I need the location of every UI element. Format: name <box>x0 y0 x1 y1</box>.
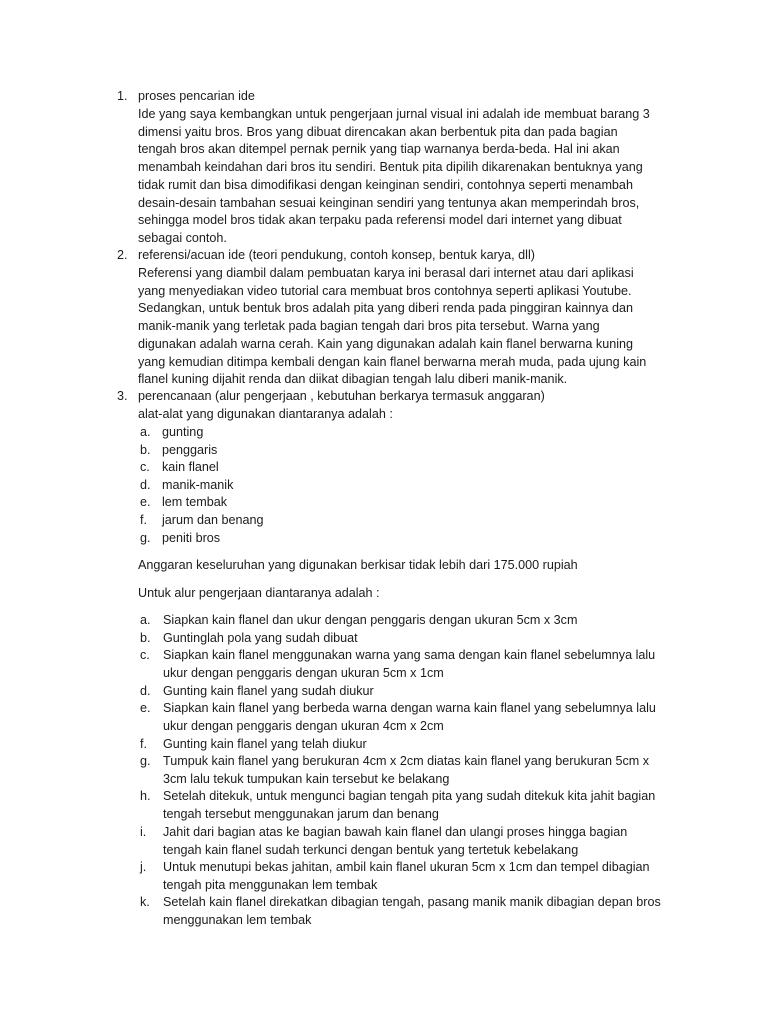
paragraph-line: yang menyediakan video tutorial cara membuat bros contohnya seperti aplikasi Youtube. <box>138 283 632 298</box>
tool-item: kain flanel <box>162 460 219 474</box>
paragraph-line: tidak rumit dan bisa dimodifikasi dengan keinginan sendiri, contohnya seperti menambah <box>138 177 633 192</box>
tool-item: penggaris <box>162 443 218 457</box>
step-line: Siapkan kain flanel yang berbeda warna dengan warna kain flanel yang sebelumnya lalu <box>163 701 656 715</box>
section-1-title: proses pencarian ide <box>138 89 255 103</box>
step-item <box>163 683 374 701</box>
tool-item: peniti bros <box>162 531 221 545</box>
step-item <box>163 647 655 682</box>
step-line: menggunakan lem tembak <box>163 912 312 927</box>
step-letter: i. <box>140 825 147 839</box>
tool-letter: b. <box>140 443 151 457</box>
step-item <box>163 700 656 735</box>
section-3-number: 3. <box>117 389 128 403</box>
step-letter: c. <box>140 648 150 662</box>
step-line: Tumpuk kain flanel yang berukuran 4cm x 2cm diatas kain flanel yang berukuran 5cm x <box>163 754 650 768</box>
paragraph-line: Sedangkan, untuk bentuk bros adalah pita yang diberi renda pada pinggiran kainnya dan <box>138 301 634 316</box>
paragraph-line: menambah keindahan dari bros itu sendiri. Bentuk pita dipilih dikarenakan bentuknya yang <box>138 160 643 175</box>
step-item <box>163 824 627 859</box>
tool-letter: g. <box>140 531 151 545</box>
section-2-title: referensi/acuan ide (teori pendukung, contoh konsep, bentuk karya, dll) <box>138 248 535 262</box>
step-item <box>163 612 577 630</box>
step-line: tengah pita menggunakan lem tembak <box>163 877 378 892</box>
step-letter: e. <box>140 701 151 715</box>
step-letter: b. <box>140 631 151 645</box>
step-item <box>163 753 649 788</box>
step-letter: d. <box>140 684 151 698</box>
paragraph-line: Referensi yang diambil dalam pembuatan karya ini berasal dari internet atau dari aplikasi <box>138 266 634 280</box>
tool-letter: d. <box>140 478 151 492</box>
tool-item: jarum dan benang <box>162 513 264 527</box>
paragraph-line: tengah bros akan ditempel pernak pernik yang tiap warnanya berda-beda. Hal ini akan <box>138 142 620 157</box>
step-line: Gunting kain flanel yang telah diukur <box>163 737 367 751</box>
step-line: Guntinglah pola yang sudah dibuat <box>163 631 358 645</box>
tools-intro: alat-alat yang digunakan diantaranya adalah : <box>138 407 393 421</box>
step-line: Jahit dari bagian atas ke bagian bawah kain flanel dan ulangi proses hingga bagian <box>163 825 628 839</box>
step-line: Siapkan kain flanel menggunakan warna yang sama dengan kain flanel sebelumnya lalu <box>163 648 656 662</box>
step-letter: k. <box>140 895 150 909</box>
section-1-paragraph <box>138 106 678 248</box>
tool-item: manik-manik <box>162 478 234 492</box>
tool-letter: f. <box>140 513 147 527</box>
tool-letter: c. <box>140 460 150 474</box>
paragraph-line: desain-desain tambahan sesuai keinginan sendiri yang tentunya akan memperindah bros, <box>138 195 640 210</box>
step-line: Setelah ditekuk, untuk mengunci bagian tengah pita yang sudah ditekuk kita jahit bagian <box>163 789 656 803</box>
paragraph-line: digunakan adalah warna cerah. Kain yang digunakan adalah kain flanel berwarna kuning <box>138 336 634 351</box>
step-line: tengah kain flanel sudah terkunci dengan bentuk yang tertetuk kebelakang <box>163 842 579 857</box>
tool-item: gunting <box>162 425 204 439</box>
section-2-paragraph <box>138 265 678 389</box>
step-line: 3cm lalu tekuk tumpukan kain tersebut ke belakang <box>163 771 450 786</box>
step-line: Setelah kain flanel direkatkan dibagian tengah, pasang manik manik dibagian depan bros <box>163 895 661 909</box>
step-letter: f. <box>140 737 147 751</box>
paragraph-line: yang kemudian ditimpa kembali dengan kain flanel berwarna merah muda, pada ujung kain <box>138 354 647 369</box>
step-item <box>163 859 650 894</box>
section-1-number: 1. <box>117 89 128 103</box>
section-2-number: 2. <box>117 248 128 262</box>
step-item <box>163 736 367 754</box>
step-letter: h. <box>140 789 151 803</box>
step-item <box>163 630 358 648</box>
step-letter: g. <box>140 754 151 768</box>
step-line: ukur dengan penggaris dengan ukuran 4cm x 2cm <box>163 718 444 733</box>
paragraph-line: flanel kuning dijahit renda dan diikat dibagian tengah lalu diberi manik-manik. <box>138 372 568 387</box>
step-line: Siapkan kain flanel dan ukur dengan penggaris dengan ukuran 5cm x 3cm <box>163 613 578 627</box>
step-letter: a. <box>140 613 151 627</box>
step-letter: j. <box>140 860 147 874</box>
step-item <box>163 788 655 823</box>
step-item <box>163 894 661 929</box>
step-line: tengah tersebut menggunakan jarum dan benang <box>163 806 439 821</box>
paragraph-line: Ide yang saya kembangkan untuk pengerjaan jurnal visual ini adalah ide membuat barang 3 <box>138 107 650 121</box>
paragraph-line: manik-manik yang terletak pada bagian tengah dari bros pita tersebut. Warna yang <box>138 319 600 334</box>
steps-intro: Untuk alur pengerjaan diantaranya adalah : <box>138 586 380 600</box>
step-line: Gunting kain flanel yang sudah diukur <box>163 684 374 698</box>
tool-item: lem tembak <box>162 495 228 509</box>
paragraph-line: sebagai contoh. <box>138 230 227 245</box>
paragraph-line: dimensi yaitu bros. Bros yang dibuat direncakan akan berbentuk pita dan pada bagian <box>138 124 618 139</box>
step-line: ukur dengan penggaris dengan ukuran 5cm x 1cm <box>163 665 444 680</box>
paragraph-line: sehingga model bros tidak akan terpaku pada referensi model dari internet yang dibuat <box>138 213 622 228</box>
tool-letter: e. <box>140 495 151 509</box>
section-3-title: perencanaan (alur pengerjaan , kebutuhan berkarya termasuk anggaran) <box>138 389 545 403</box>
budget-note: Anggaran keseluruhan yang digunakan berkisar tidak lebih dari 175.000 rupiah <box>138 558 578 572</box>
tool-letter: a. <box>140 425 151 439</box>
step-line: Untuk menutupi bekas jahitan, ambil kain flanel ukuran 5cm x 1cm dan tempel dibagian <box>163 860 650 874</box>
